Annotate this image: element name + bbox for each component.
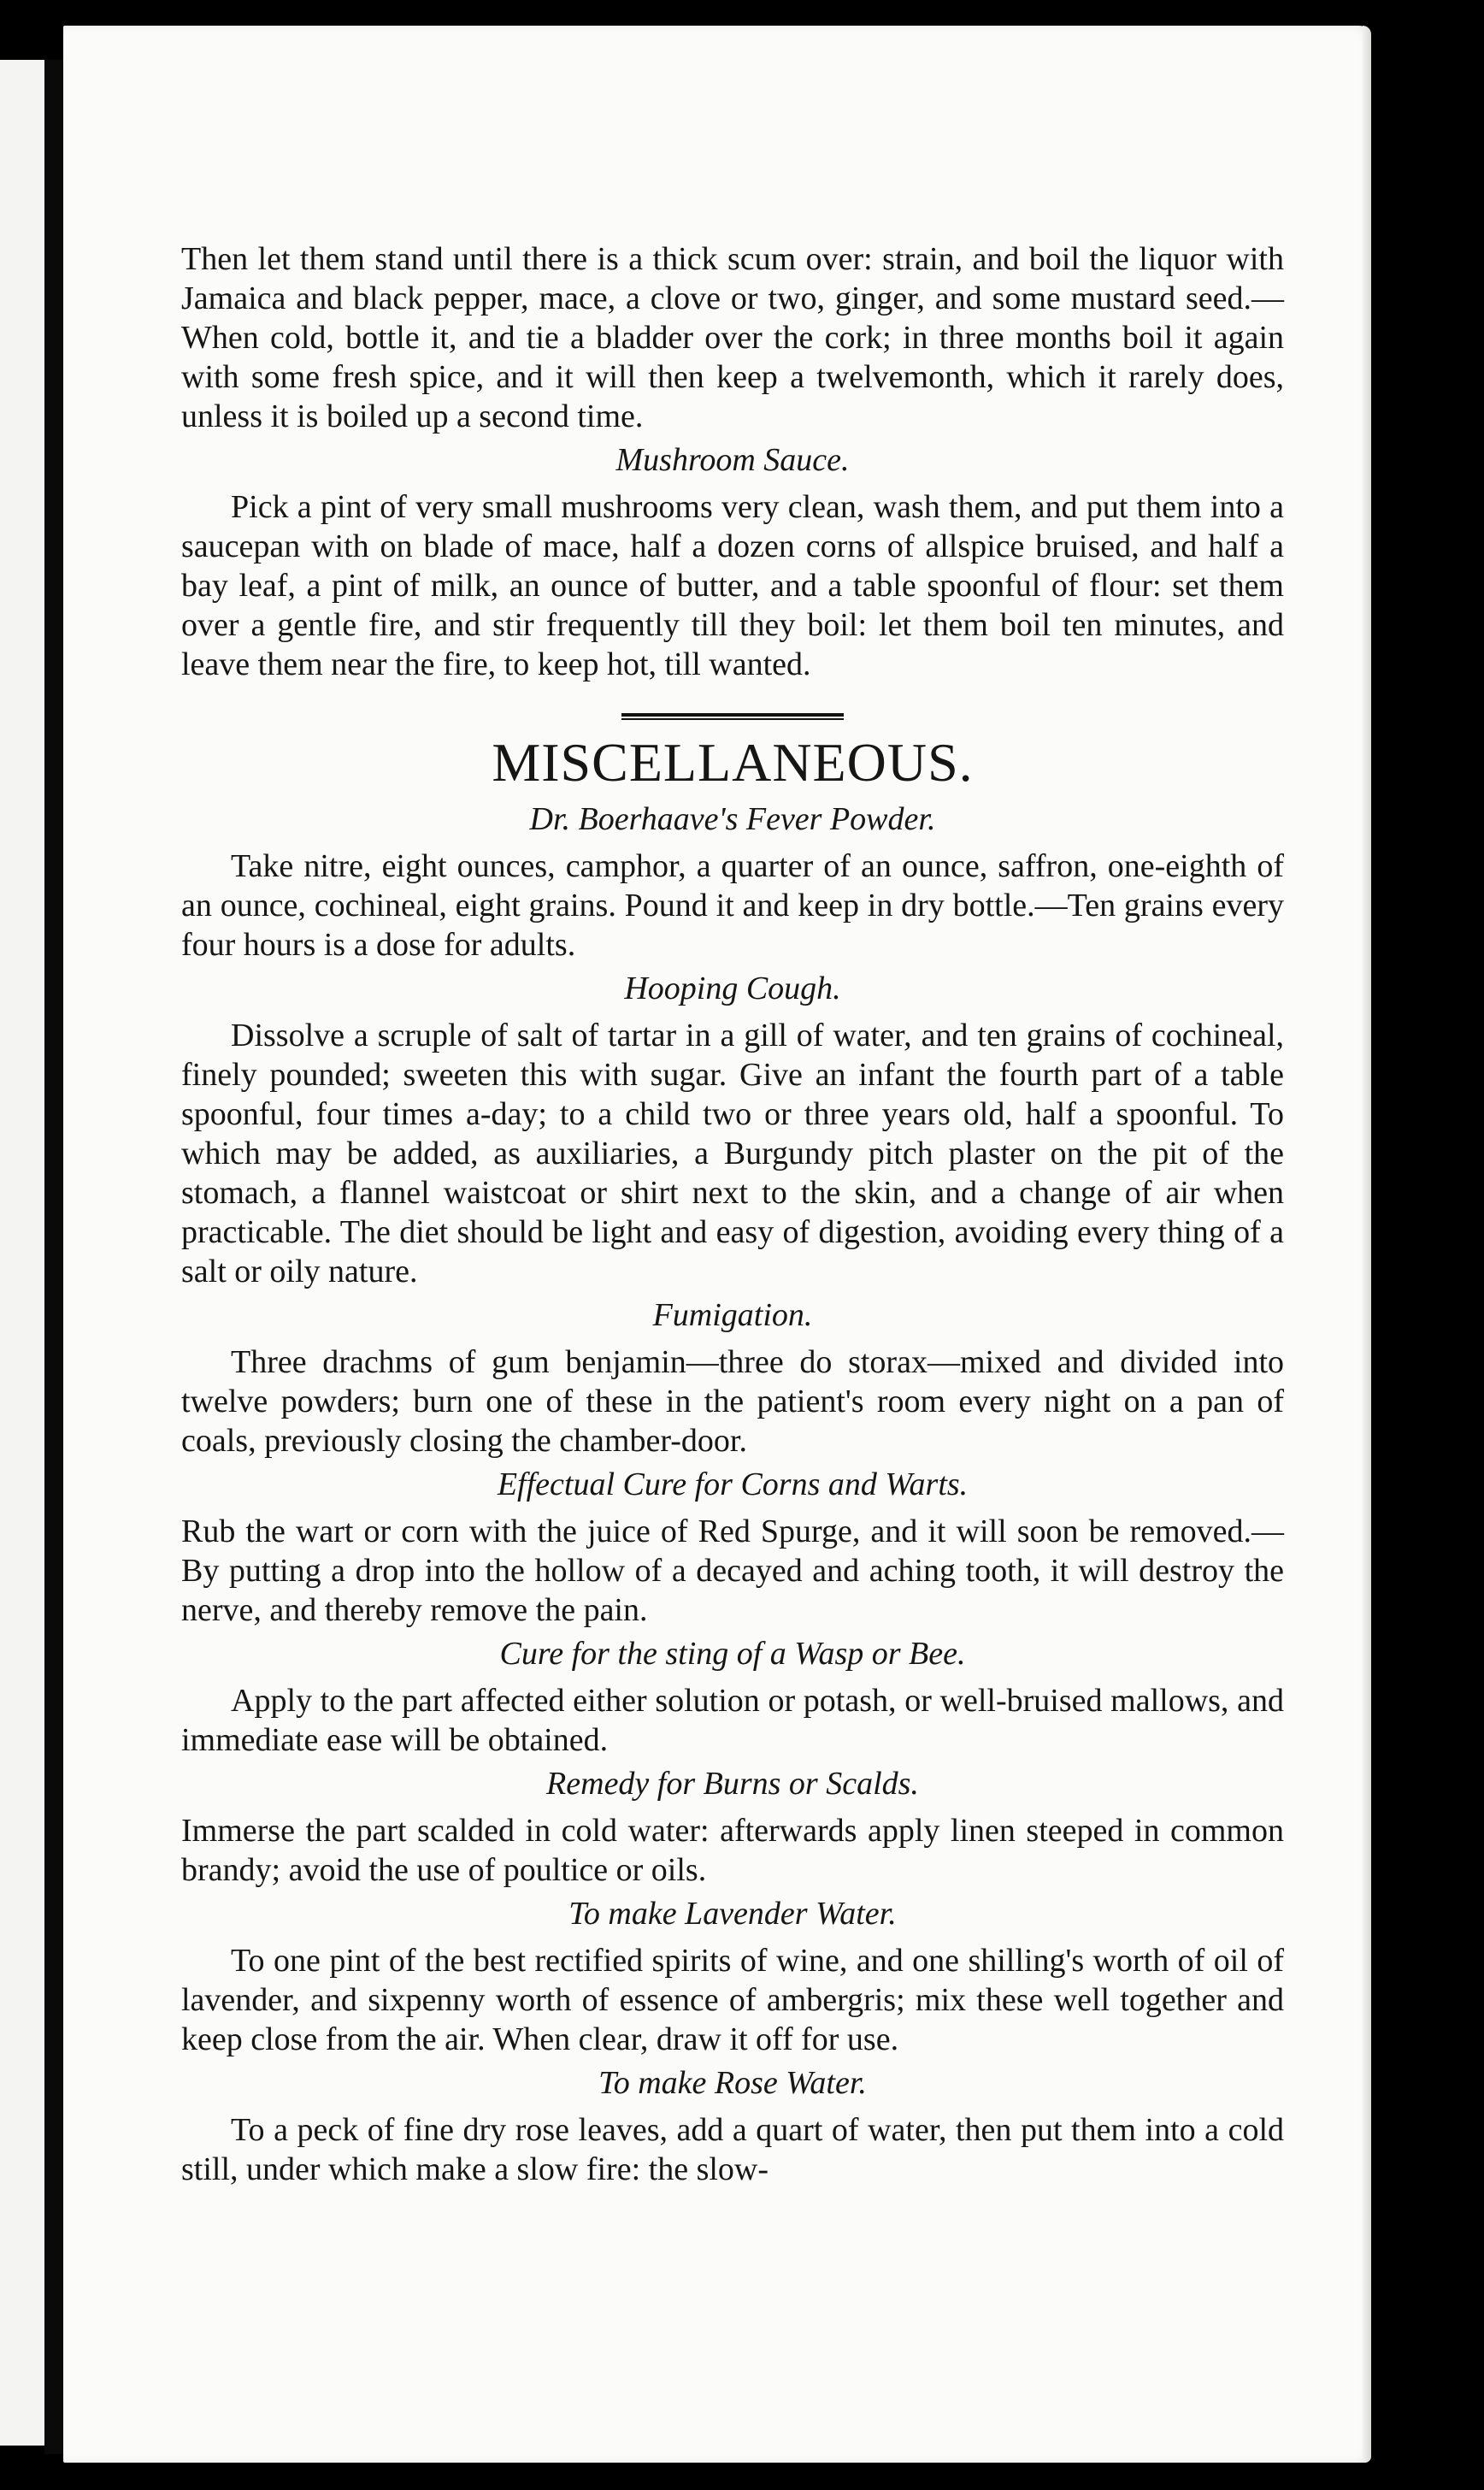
recipe-title: Fumigation.: [652, 1297, 813, 1333]
page-text: [181, 239, 1284, 2189]
recipe-text: Immerse the part scalded in cold water: afterwards apply linen steeped in common brandy; avoid the use of poultice or oils.: [181, 1813, 1284, 1888]
book-page: [63, 26, 1371, 2463]
recipe-text: Take nitre, eight ounces, camphor, a quarter of an ounce, saffron, one-eighth of an ounce, cochineal, eight grains. Pound it and keep in dry bottle.—Ten grains every four hours is a dose for adults.: [181, 848, 1284, 963]
recipe-title: Cure for the sting of a Wasp or Bee.: [499, 1636, 966, 1672]
recipe-title: Remedy for Burns or Scalds.: [546, 1766, 919, 1802]
recipe-title: To make Lavender Water.: [568, 1896, 897, 1932]
recipe-text: Rub the wart or corn with the juice of Red Spurge, and it will soon be removed.—By putting a drop into the hollow of a decayed and aching tooth, it will destroy the nerve, and thereby remove the pain.: [181, 1513, 1284, 1628]
recipe-text: Three drachms of gum benjamin—three do storax—mixed and divided into twelve powders; burn one of these in the patient's room every night on a pan of coals, previously closing the chamber-door.: [181, 1344, 1284, 1459]
recipe-text: To one pint of the best rectified spirits of wine, and one shilling's worth of oil of lavender, and sixpenny worth of essence of ambergris; mix these well together and keep close from the air. When clear, draw it off for use.: [181, 1943, 1284, 2057]
continued-paragraph: Then let them stand until there is a thick scum over: strain, and boil the liquor with Jamaica and black pepper, mace, a clove or two, ginger, and some mustard seed.—When cold, bottle it, and tie a bladder over the cork; in three months boil it again with some fresh spice, and it will then keep a twelvemonth, which it rarely does, unless it is boiled up a second time.: [181, 241, 1284, 434]
page-edge-shadow: [1363, 26, 1371, 2463]
recipe-text: Pick a pint of very small mushrooms very clean, wash them, and put them into a saucepan with on blade of mace, half a dozen corns of allspice bruised, and half a bay leaf, a pint of milk, an ounce of butter, and a table spoonful of flour: set them over a gentle fire, and stir frequently till they boil: let them boil ten minutes, and leave them near the fire, to keep hot, till wanted.: [181, 489, 1284, 682]
recipe-title: To make Rose Water.: [598, 2065, 867, 2101]
recipe-title: Mushroom Sauce.: [615, 442, 850, 478]
recipe-text: Apply to the part affected either solution or potash, or well-bruised mallows, and immediate ease will be obtained.: [181, 1683, 1284, 1758]
recipe-text: To a peck of fine dry rose leaves, add a quart of water, then put them into a cold still, under which make a slow fire: the slow-: [181, 2112, 1284, 2187]
recipe-title: Hooping Cough.: [624, 971, 841, 1006]
section-divider-rule: [621, 713, 844, 720]
book-gutter: [44, 60, 63, 2454]
facing-page-edge: [0, 60, 44, 2446]
recipe-title: Effectual Cure for Corns and Warts.: [497, 1466, 969, 1502]
section-heading: MISCELLANEOUS.: [492, 732, 974, 793]
recipe-text: Dissolve a scruple of salt of tartar in a gill of water, and ten grains of cochineal, finely pounded; sweeten this with sugar. Give an infant the fourth part of a table spoonful, four times a-day; to a child two or three years old, half a spoonful. To which may be added, as auxiliaries, a Burgundy pitch plaster on the pit of the stomach, a flannel waistcoat or shirt next to the skin, and a change of air when practicable. The diet should be light and easy of digestion, avoiding every thing of a salt or oily nature.: [181, 1018, 1284, 1289]
recipe-title: Dr. Boerhaave's Fever Powder.: [529, 801, 936, 837]
